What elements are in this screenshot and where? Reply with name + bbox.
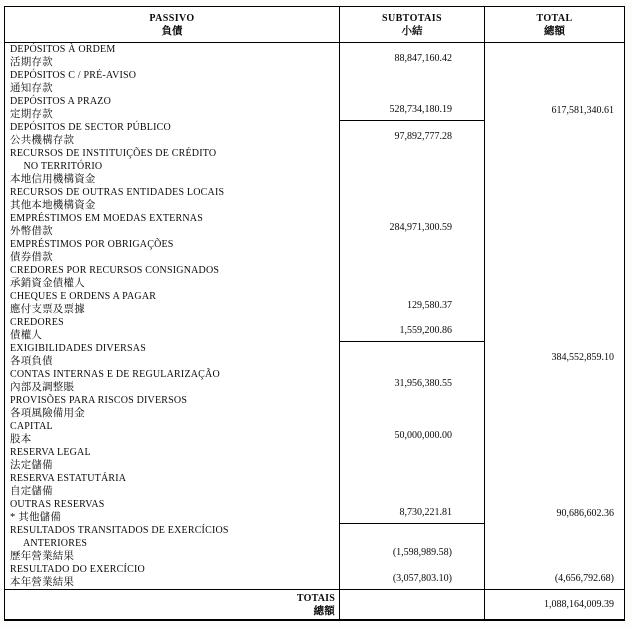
row-line: CONTAS INTERNAS E DE REGULARIZAÇÃO [10,369,220,380]
total-cell [484,420,624,446]
row-line: 公共機構存款 [10,135,75,146]
row-line: 活期存款 [10,57,53,68]
row-line: DEPÓSITOS À ORDEM [10,44,116,55]
row-line: DEPÓSITOS A PRAZO [10,96,112,107]
header-total-cell [484,7,624,42]
subtotal-value: 129,580.37 [407,300,452,311]
subtotal-value: 1,559,200.86 [399,325,452,336]
table-row [5,472,624,498]
total-cell [484,69,624,95]
row-line: 本年營業結果 [10,577,75,588]
total-cell [484,147,624,186]
header-subtotais-zh: 小結 [401,26,423,37]
total-cell [484,316,624,342]
subtotal-cell [339,446,484,472]
row-line: 股本 [10,434,32,445]
row-description [5,498,339,524]
row-description [5,394,339,420]
subtotal-value: 88,847,160.42 [394,53,452,64]
totals-label-pt: TOTAIS [296,592,335,604]
row-line: 自定儲備 [10,486,53,497]
table-row [5,147,624,186]
table-row [5,290,624,316]
row-line: DEPÓSITOS C / PRÉ-AVISO [10,70,137,81]
subtotal-cell [339,212,484,238]
row-description [5,212,339,238]
row-description [5,524,339,563]
row-line: CREDORES [10,317,64,328]
subtotal-cell [339,121,484,147]
total-value: 90,686,602.36 [556,508,614,519]
table-row [5,316,624,342]
row-description [5,368,339,394]
row-description [5,290,339,316]
subtotal-cell [339,186,484,212]
row-line: EXIGIBILIDADES DIVERSAS [10,343,146,354]
subtotal-cell [339,316,484,342]
table-row [5,498,624,524]
total-cell [484,264,624,290]
table-row [5,121,624,147]
table-row [5,212,624,238]
subtotal-value: 528,734,180.19 [389,104,452,115]
row-description [5,69,339,95]
row-description [5,420,339,446]
row-description [5,95,339,121]
subtotal-cell [339,420,484,446]
subtotal-cell [339,563,484,589]
row-line: 本地信用機構資金 [10,174,96,185]
total-cell [484,524,624,563]
row-line: ANTERIORES [10,538,88,549]
row-description [5,264,339,290]
subtotal-cell [339,394,484,420]
table-row [5,186,624,212]
table-row [5,563,624,589]
row-line: RESULTADO DO EXERCÍCIO [10,564,145,575]
total-cell [484,563,624,589]
liabilities-table [4,6,625,621]
table-row [5,394,624,420]
table-row [5,43,624,69]
subtotal-cell [339,95,484,121]
subtotal-cell [339,368,484,394]
subtotal-cell [339,342,484,368]
header-total-zh: 總額 [544,26,565,37]
table-header-row [5,7,624,43]
subtotal-value: 284,971,300.59 [389,222,452,233]
header-subtotais-cell [339,7,484,42]
row-line: * 其他儲備 [10,512,62,523]
header-passivo-pt: PASSIVO [149,13,195,24]
row-line: 歷年營業結果 [10,551,75,562]
row-line: 其他本地機構資金 [10,200,96,211]
table-row [5,420,624,446]
subtotal-value: 50,000,000.00 [394,430,452,441]
row-description [5,121,339,147]
header-subtotais-pt: SUBTOTAIS [382,13,442,24]
row-line: OUTRAS RESERVAS [10,499,105,510]
row-description [5,43,339,69]
row-line: 法定儲備 [10,460,53,471]
row-line: PROVISÕES PARA RISCOS DIVERSOS [10,395,188,406]
totals-label-cell [5,590,339,619]
row-line: RESERVA LEGAL [10,447,91,458]
table-row [5,368,624,394]
row-line: 承銷資金債權人 [10,278,85,289]
row-line: 外幣借款 [10,226,53,237]
total-cell [484,498,624,524]
row-description [5,316,339,342]
subtotal-value: 31,956,380.55 [394,378,452,389]
total-cell [484,290,624,316]
header-passivo-zh: 負債 [161,26,183,37]
header-total-pt: TOTAL [536,13,573,24]
totals-subtotal-cell [339,590,484,619]
grand-total-value: 1,088,164,009.39 [544,599,614,610]
total-cell [484,368,624,394]
subtotal-value: 97,892,777.28 [394,131,452,142]
row-description [5,147,339,186]
subtotal-cell [339,147,484,186]
table-row [5,95,624,121]
row-line: EMPRÉSTIMOS POR OBRIGAÇÕES [10,239,174,250]
total-value: (4,656,792.68) [554,573,614,584]
subtotal-cell [339,69,484,95]
row-line: 定期存款 [10,109,53,120]
row-description [5,186,339,212]
row-description [5,342,339,368]
total-cell [484,186,624,212]
table-row [5,446,624,472]
row-line: RECURSOS DE INSTITUIÇÕES DE CRÉDITO [10,148,217,159]
table-row [5,69,624,95]
row-line: CHEQUES E ORDENS A PAGAR [10,291,157,302]
row-line: 各項負債 [10,356,53,367]
total-value: 617,581,340.61 [551,105,614,116]
total-cell [484,95,624,121]
row-line: 內部及調整賬 [10,382,75,393]
row-line: NO TERRITÓRIO [10,161,103,172]
table-row [5,342,624,368]
table-row [5,524,624,563]
row-line: RESERVA ESTATUTÁRIA [10,473,127,484]
table-body [5,43,624,589]
row-line: 債券借款 [10,252,53,263]
row-line: RESULTADOS TRANSITADOS DE EXERCÍCIOS [10,525,229,536]
subtotal-cell [339,238,484,264]
total-cell [484,394,624,420]
total-cell [484,43,624,69]
header-passivo-cell [5,7,339,42]
subtotal-cell [339,43,484,69]
table-row [5,264,624,290]
row-line: EMPRÉSTIMOS EM MOEDAS EXTERNAS [10,213,203,224]
total-cell [484,472,624,498]
totals-label-zh: 總額 [313,605,335,617]
subtotal-cell [339,498,484,524]
total-cell [484,121,624,147]
subtotal-value: 8,730,221.81 [399,507,452,518]
subtotal-value: (1,598,989.58) [392,547,452,558]
subtotal-value: (3,057,803.10) [392,573,452,584]
total-cell [484,212,624,238]
subtotal-cell [339,290,484,316]
row-line: 各項風險備用金 [10,408,85,419]
totals-row [5,589,624,619]
row-description [5,238,339,264]
row-line: 應付支票及票據 [10,304,85,315]
total-value: 384,552,859.10 [551,352,614,363]
totals-total-cell [484,590,624,619]
subtotal-cell [339,472,484,498]
subtotal-cell [339,264,484,290]
subtotal-cell [339,524,484,563]
row-line: CAPITAL [10,421,53,432]
table-row [5,238,624,264]
total-cell [484,238,624,264]
row-line: DEPÓSITOS DE SECTOR PÚBLICO [10,122,171,133]
row-line: 通知存款 [10,83,53,94]
row-description [5,472,339,498]
row-description [5,446,339,472]
row-line: 債權人 [10,330,43,341]
row-line: CREDORES POR RECURSOS CONSIGNADOS [10,265,220,276]
row-description [5,563,339,589]
row-line: RECURSOS DE OUTRAS ENTIDADES LOCAIS [10,187,225,198]
total-cell [484,446,624,472]
total-cell [484,342,624,368]
